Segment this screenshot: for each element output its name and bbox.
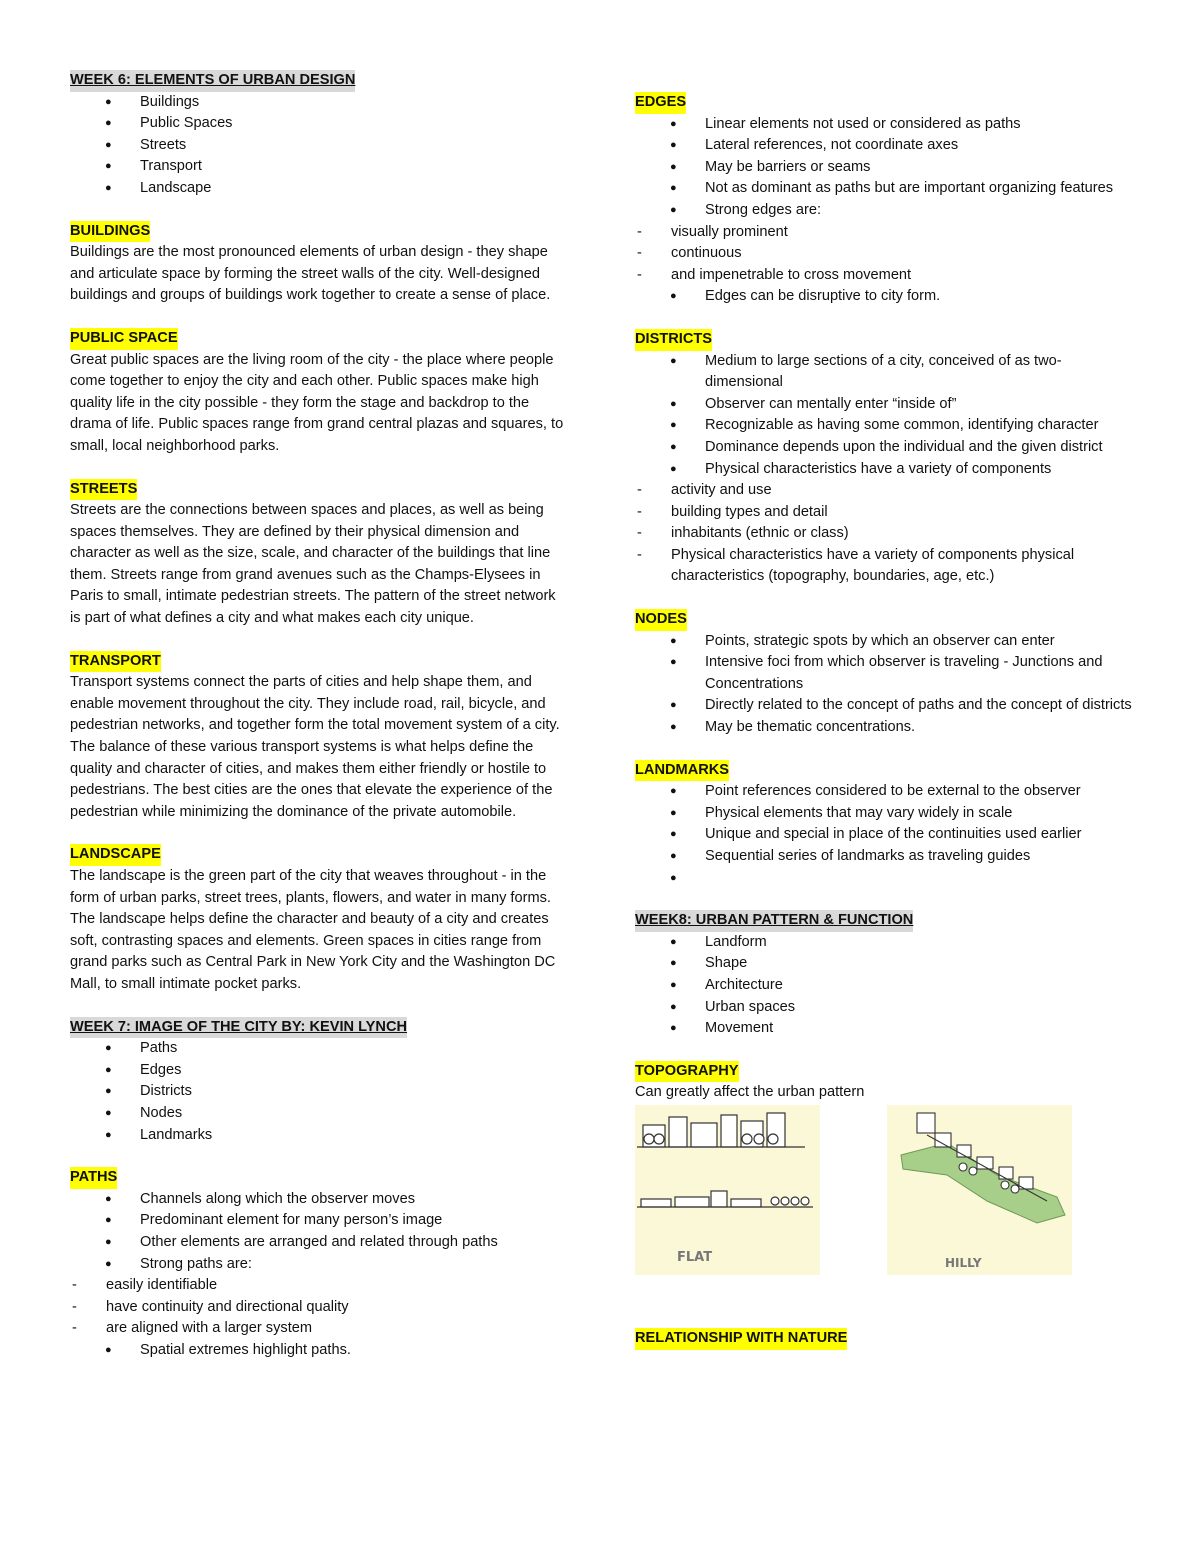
list-item: ● Paths [70, 1038, 570, 1060]
topography-figures [635, 1105, 1135, 1305]
left-column [70, 70, 570, 1361]
landmarks-list [635, 781, 1135, 889]
nodes-list [635, 631, 1135, 739]
transport-heading: TRANSPORT [70, 651, 161, 673]
week8-title: WEEK8: URBAN PATTERN & FUNCTION [635, 910, 913, 932]
list-item: ● Nodes [70, 1103, 570, 1125]
sub-item: - Physical characteristics have a variety of components physical characteristics (topography, boundaries, age, etc.) [565, 545, 1135, 588]
sub-item: - visually prominent [565, 222, 1135, 244]
topography-text: Can greatly affect the urban pattern [635, 1084, 865, 1101]
list-item: ● Medium to large sections of a city, conceived of as two-dimensional [635, 351, 1135, 394]
list-item: ● Strong paths are: [70, 1254, 570, 1276]
list-item: ● Lateral references, not coordinate axes [635, 135, 1135, 157]
sub-item: - have continuity and directional quality [0, 1297, 570, 1319]
flat-city-illustration [635, 1105, 820, 1275]
list-item-empty [635, 868, 1135, 890]
transport-text: Transport systems connect the parts of cities and help shape them, and enable movement throughout the city. They include road, rail, bicycle, and pedestrian networks, and together form the total movement system of a city. The balance of these various transport systems is what helps define the quality and character of cities, and makes them either friendly or hostile to pedestrians. The best cities are the ones that elevate the experience of the pedestrian while minimizing the dominance of the private automobile. [70, 674, 560, 820]
list-item: ● Points, strategic spots by which an observer can enter [635, 631, 1135, 653]
hilly-figure [887, 1105, 1072, 1275]
edges-heading: EDGES [635, 92, 686, 114]
public-space-heading: PUBLIC SPACE [70, 328, 178, 350]
sub-item: - easily identifiable [0, 1275, 570, 1297]
sub-item: - continuous [565, 243, 1135, 265]
topography-heading: TOPOGRAPHY [635, 1061, 739, 1083]
streets-heading: STREETS [70, 479, 137, 501]
list-item: ● Landform [635, 932, 1135, 954]
list-item: ● Strong edges are: [635, 200, 1135, 222]
list-item: ● Unique and special in place of the continuities used earlier [635, 824, 1135, 846]
list-item: ● Observer can mentally enter “inside of” [635, 394, 1135, 416]
paths-last-list [70, 1340, 570, 1362]
list-item: ● Physical characteristics have a variety of components [635, 459, 1135, 481]
edges-sublist [635, 222, 1135, 287]
landmarks-heading: LANDMARKS [635, 760, 729, 782]
hilly-city-illustration [887, 1105, 1072, 1275]
landscape-heading: LANDSCAPE [70, 844, 161, 866]
list-item: ● May be barriers or seams [635, 157, 1135, 179]
sub-item: - activity and use [565, 480, 1135, 502]
list-item: ● Point references considered to be external to the observer [635, 781, 1135, 803]
buildings-heading: BUILDINGS [70, 221, 150, 243]
paths-sublist [70, 1275, 570, 1340]
sub-item: - building types and detail [565, 502, 1135, 524]
list-item: ● May be thematic concentrations. [635, 717, 1135, 739]
list-item: ● Channels along which the observer moves [70, 1189, 570, 1211]
flat-label: FLAT [677, 1249, 713, 1265]
list-item: ● Shape [635, 953, 1135, 975]
buildings-text: Buildings are the most pronounced elements of urban design - they shape and articulate space by forming the street walls of the city. Well-designed buildings and groups of buildings work together to create a sense of place. [70, 244, 551, 304]
list-item: ● Landscape [70, 178, 570, 200]
edges-list [635, 114, 1135, 222]
list-item: ● Linear elements not used or considered as paths [635, 114, 1135, 136]
list-item: ● Sequential series of landmarks as traveling guides [635, 846, 1135, 868]
list-item: ● Streets [70, 135, 570, 157]
list-item: ● Edges [70, 1060, 570, 1082]
list-item: ● Transport [70, 156, 570, 178]
week7-title: WEEK 7: IMAGE OF THE CITY BY: KEVIN LYNCH [70, 1017, 407, 1039]
districts-list [635, 351, 1135, 481]
districts-sublist [635, 480, 1135, 588]
list-item: ● Recognizable as having some common, identifying character [635, 415, 1135, 437]
streets-text: Streets are the connections between spaces and places, as well as being spaces themselves. They are defined by their physical dimension and character as well as the size, scale, and character of the buildings that line them. Streets range from grand avenues such as the Champs-Elysees in Paris to small, intimate pedestrian streets. The pattern of the street network is part of what defines a city and what makes each city unique. [70, 502, 556, 627]
list-item: ● Buildings [70, 92, 570, 114]
list-item: ● Spatial extremes highlight paths. [70, 1340, 570, 1362]
paths-heading: PATHS [70, 1167, 117, 1189]
relationship-heading: RELATIONSHIP WITH NATURE [635, 1328, 847, 1350]
list-item: ● Intensive foci from which observer is traveling - Junctions and Concentrations [635, 652, 1135, 695]
list-item: ● Other elements are arranged and related through paths [70, 1232, 570, 1254]
list-item: ● Predominant element for many person’s image [70, 1210, 570, 1232]
list-item: ● Urban spaces [635, 997, 1135, 1019]
list-item: ● Physical elements that may vary widely in scale [635, 803, 1135, 825]
list-item: ● Landmarks [70, 1125, 570, 1147]
nodes-heading: NODES [635, 609, 687, 631]
week8-list [635, 932, 1135, 1040]
list-item: ● Public Spaces [70, 113, 570, 135]
list-item: ● Directly related to the concept of paths and the concept of districts [635, 695, 1135, 717]
districts-heading: DISTRICTS [635, 329, 712, 351]
list-item: ● Movement [635, 1018, 1135, 1040]
week7-list [70, 1038, 570, 1146]
week6-title: WEEK 6: ELEMENTS OF URBAN DESIGN [70, 70, 355, 92]
paths-list [70, 1189, 570, 1275]
sub-item: - inhabitants (ethnic or class) [565, 523, 1135, 545]
list-item: ● Not as dominant as paths but are important organizing features [635, 178, 1135, 200]
landscape-text: The landscape is the green part of the city that weaves throughout - in the form of urban parks, street trees, plants, flowers, and water in many forms. The landscape helps define the character and beauty of a city and creates soft, contrasting spaces and elements. Green spaces in cities range from grand parks such as Central Park in New York City and the Washington DC Mall, to small intimate pocket parks. [70, 868, 556, 992]
list-item: ● Architecture [635, 975, 1135, 997]
right-column [635, 92, 1135, 1350]
sub-item: - and impenetrable to cross movement [565, 265, 1135, 287]
week6-list [70, 92, 570, 200]
flat-figure [635, 1105, 820, 1275]
edges-last-list [635, 286, 1135, 308]
list-item: ● Edges can be disruptive to city form. [635, 286, 1135, 308]
list-item: ● Dominance depends upon the individual and the given district [635, 437, 1135, 459]
hilly-label: HILLY [945, 1255, 982, 1270]
list-item: ● Districts [70, 1081, 570, 1103]
public-space-text: Great public spaces are the living room of the city - the place where people come together to enjoy the city and each other. Public spaces make high quality life in the city possible - they form the stage and backdrop to the drama of life. Public spaces range from grand central plazas and squares, to small, local neighborhood parks. [70, 351, 564, 454]
sub-item: - are aligned with a larger system [0, 1318, 570, 1340]
